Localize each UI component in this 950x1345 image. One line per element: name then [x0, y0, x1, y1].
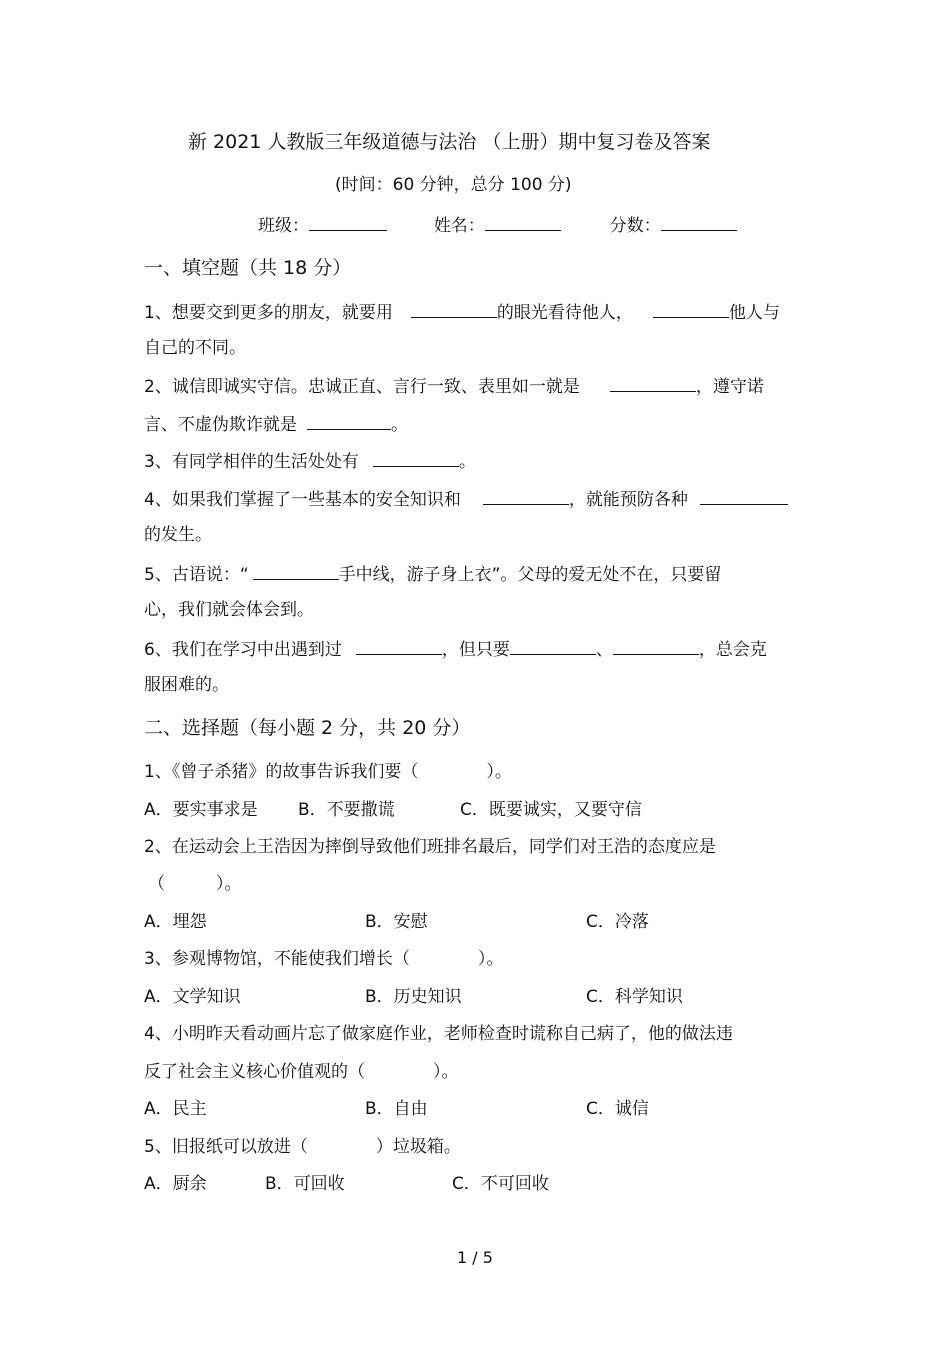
- question-text: 6、我们在学习中出遇到过 ，但只要 、 ，总会克: [144, 636, 767, 662]
- answer-blank: [373, 448, 459, 467]
- answer-blank: [356, 636, 442, 655]
- question-stem: 1、《曾子杀猪》的故事告诉我们要（ ）。: [144, 762, 512, 782]
- question-stem: 5、旧报纸可以放进（ ）垃圾箱。: [144, 1137, 461, 1157]
- question-text: 心，我们就会体会到。: [144, 600, 314, 620]
- answer-blank: [411, 299, 497, 318]
- option-b: B．不要撒谎: [298, 800, 395, 820]
- student-info-row: [258, 212, 737, 238]
- answer-blank: [610, 373, 696, 392]
- option-a: A．文学知识: [144, 987, 241, 1007]
- answer-blank: [253, 561, 339, 580]
- question-text: 1、想要交到更多的朋友，就要用 的眼光看待他人， 他人与: [144, 299, 780, 325]
- option-a: A．厨余: [144, 1174, 207, 1194]
- exam-subtitle: (时间：60 分钟，总分 100 分): [335, 175, 572, 195]
- score-label: 分数：: [609, 216, 661, 236]
- answer-blank: [510, 636, 596, 655]
- name-field: [485, 212, 561, 231]
- section-heading-multiple-choice: 二、选择题（每小题 2 分，共 20 分）: [144, 717, 471, 739]
- option-c: C．既要诚实，又要守信: [460, 800, 642, 820]
- page-number: 1 / 5: [457, 1248, 493, 1267]
- question-text: 5、古语说：“ 手中线，游子身上衣”。父母的爱无处不在，只要留: [144, 561, 721, 587]
- class-field: [309, 212, 387, 231]
- option-a: A．民主: [144, 1099, 207, 1119]
- option-c: C．冷落: [586, 912, 649, 932]
- question-text: 3、有同学相伴的生活处处有 。: [144, 448, 476, 474]
- class-label: 班级：: [258, 216, 309, 236]
- question-text: 的发生。: [144, 525, 212, 545]
- answer-blank: [307, 411, 391, 430]
- answer-blank: [700, 486, 788, 505]
- question-stem: 4、小明昨天看动画片忘了做家庭作业，老师检查时谎称自己病了，他的做法违: [144, 1024, 733, 1044]
- question-stem: （ ）。: [148, 874, 242, 894]
- question-stem: 反了社会主义核心价值观的（ ）。: [144, 1062, 459, 1082]
- section-heading-fill-blank: 一、填空题（共 18 分）: [144, 257, 352, 279]
- question-text: 2、诚信即诚实守信。忠诚正直、言行一致、表里如一就是 ，遵守诺: [144, 373, 764, 399]
- score-field: [661, 212, 737, 231]
- question-text: 自己的不同。: [144, 338, 246, 358]
- question-text: 服困难的。: [144, 675, 229, 695]
- page-title: 新 2021 人教版三年级道德与法治 （上册）期中复习卷及答案: [188, 131, 711, 153]
- option-c: C．诚信: [586, 1099, 649, 1119]
- option-a: A．埋怨: [144, 912, 207, 932]
- answer-blank: [613, 636, 699, 655]
- option-c: C．不可回收: [452, 1174, 549, 1194]
- option-c: C．科学知识: [586, 987, 683, 1007]
- name-label: 姓名：: [433, 216, 485, 236]
- answer-blank: [653, 299, 729, 318]
- option-b: B．可回收: [265, 1174, 345, 1194]
- question-stem: 3、参观博物馆，不能使我们增长（ ）。: [144, 949, 504, 969]
- answer-blank: [483, 486, 569, 505]
- option-b: B．历史知识: [365, 987, 462, 1007]
- question-text: 言、不虚伪欺诈就是 。: [144, 411, 408, 437]
- option-b: B．安慰: [365, 912, 428, 932]
- question-text: 4、如果我们掌握了一些基本的安全知识和 ，就能预防各种: [144, 486, 788, 512]
- option-a: A．要实事求是: [144, 800, 258, 820]
- option-b: B．自由: [365, 1099, 428, 1119]
- question-stem: 2、在运动会上王浩因为摔倒导致他们班排名最后，同学们对王浩的态度应是: [144, 837, 716, 857]
